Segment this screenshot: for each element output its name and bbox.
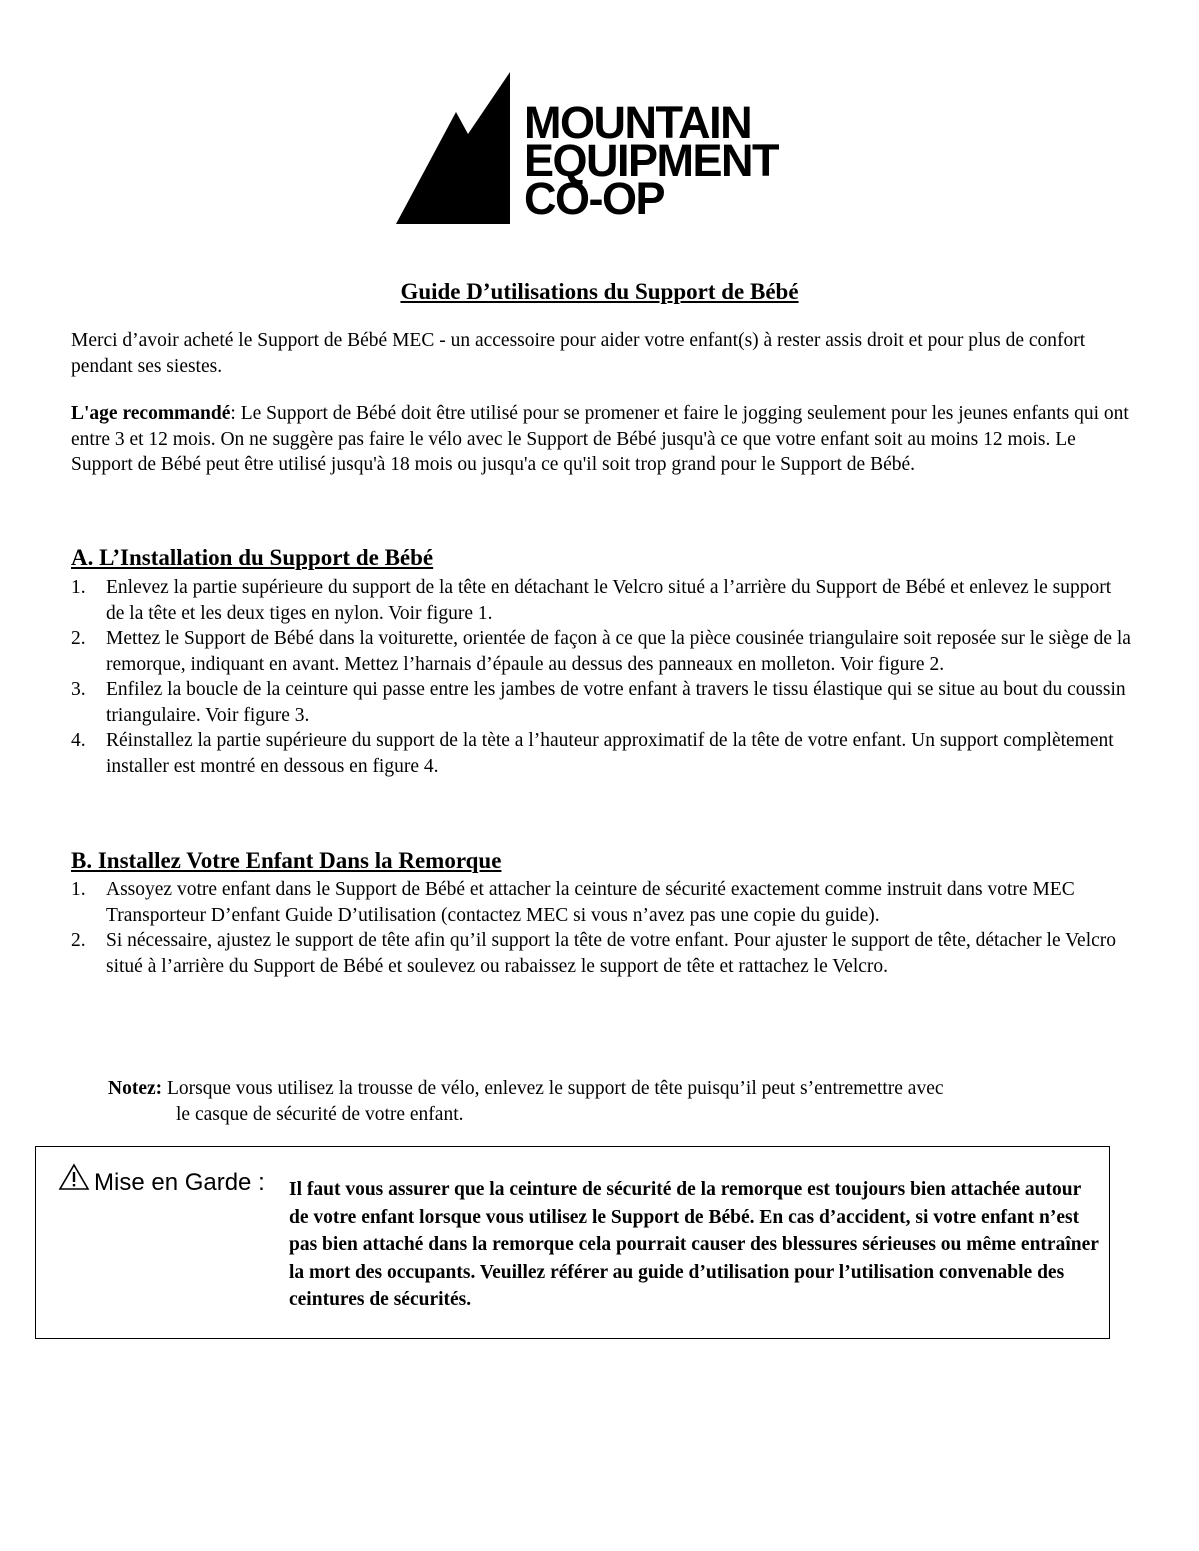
list-item — [71, 928, 1131, 979]
mec-logo — [396, 72, 806, 232]
age-text: : Le Support de Bébé doit être utilisé pour se promener et faire le jogging seulement pour les jeunes enfants qui ont entre 3 et 12 mois. On ne suggère pas faire le vélo avec le Support de Bébé jusqu'à ce que votre enfant soit au moins 12 mois. Le Support de Bébé peut être utilisé jusqu'à 18 mois ou jusqu'a ce qu'il soit trop grand pour le Support de Bébé. — [71, 403, 1129, 475]
age-paragraph — [71, 401, 1131, 478]
step-number: 1. — [71, 577, 86, 598]
list-item — [71, 677, 1131, 728]
note-second-line: le casque de sécurité de votre enfant. — [176, 1103, 464, 1125]
step-number: 3. — [71, 679, 86, 700]
note-block — [108, 1076, 1128, 1127]
age-label: L'age recommandé — [71, 403, 231, 424]
logo-wordmark — [524, 97, 779, 224]
step-number: 2. — [71, 930, 86, 951]
logo-line: EQUIPMENT — [524, 135, 779, 186]
note-first-line — [108, 1076, 1128, 1102]
step-number: 4. — [71, 730, 86, 751]
step-text: Assoyez votre enfant dans le Support de Bébé et attacher la ceinture de sécurité exactement comme instruit dans votre MEC Transporteur D’enfant Guide D’utilisation (contactez MEC si vous n’avez pas une copie du guide). — [106, 879, 1075, 926]
logo-line: MOUNTAIN — [524, 97, 752, 148]
list-item — [71, 575, 1131, 626]
note-label: Notez: — [108, 1078, 163, 1099]
intro-paragraph: Merci d’avoir acheté le Support de Bébé MEC - un accessoire pour aider votre enfant(s) à rester assis droit et pour plus de confort pendant ses siestes. — [71, 330, 1086, 377]
warning-box — [35, 1146, 1110, 1339]
warning-text: Il faut vous assurer que la ceinture de sécurité de la remorque est toujours bien attachée autour de votre enfant lorsque vous utilisez le Support de Bébé. En cas d’accident, si votre enfant n’est pas bien attaché dans la remorque cela pourrait causer des blessures sérieuses ou même entraîner la mort des occupants. Veuillez référer au guide d’utilisation pour l’utilisation convenable des ceintures de sécurités. — [289, 1179, 1099, 1310]
step-text: Mettez le Support de Bébé dans la voiturette, orientée de façon à ce que la pièce cousinée triangulaire soit reposée sur le siège de la remorque, indiquant en avant. Mettez l’harnais d’épaule au dessus des panneaux en molleton. Voir figure 2. — [106, 628, 1131, 675]
step-number: 1. — [71, 879, 86, 900]
warning-label: Mise en Garde : — [94, 1169, 265, 1196]
list-item — [71, 877, 1131, 928]
warning-triangle-icon — [58, 1163, 90, 1191]
section-b-steps — [71, 877, 1131, 979]
section-b-heading: B. Installez Votre Enfant Dans la Remorque — [71, 848, 502, 873]
list-item — [71, 626, 1131, 677]
step-text: Réinstallez la partie supérieure du support de la tète a l’hauteur approximatif de la tête de votre enfant. Un support complètement installer est montré en dessous en figure 4. — [106, 730, 1114, 777]
step-text: Si nécessaire, ajustez le support de tête afin qu’il support la tête de votre enfant. Pour ajuster le support de tête, détacher le Velcro situé à l’arrière du Support de Bébé et soulevez ou rabaissez le support de tête et rattachez le Velcro. — [106, 930, 1117, 977]
step-text: Enlevez la partie supérieure du support de la tête en détachant le Velcro situé a l’arrière du Support de Bébé et enlevez le support de la tête et les deux tiges en nylon. Voir figure 1. — [106, 577, 1112, 624]
note-text: Lorsque vous utilisez la trousse de vélo, enlevez le support de tête puisqu’il peut s’entremettre avec — [162, 1078, 944, 1099]
step-number: 2. — [71, 628, 86, 649]
section-a-heading: A. L’Installation du Support de Bébé — [71, 545, 434, 570]
step-text: Enfilez la boucle de la ceinture qui passe entre les jambes de votre enfant à travers le tissu élastique qui se situe au bout du coussin triangulaire. Voir figure 3. — [106, 679, 1126, 726]
page-title: Guide D’utilisations du Support de Bébé — [400, 279, 799, 304]
list-item — [71, 728, 1131, 779]
section-a-steps — [71, 575, 1131, 779]
logo-line: CO-OP — [524, 173, 665, 224]
